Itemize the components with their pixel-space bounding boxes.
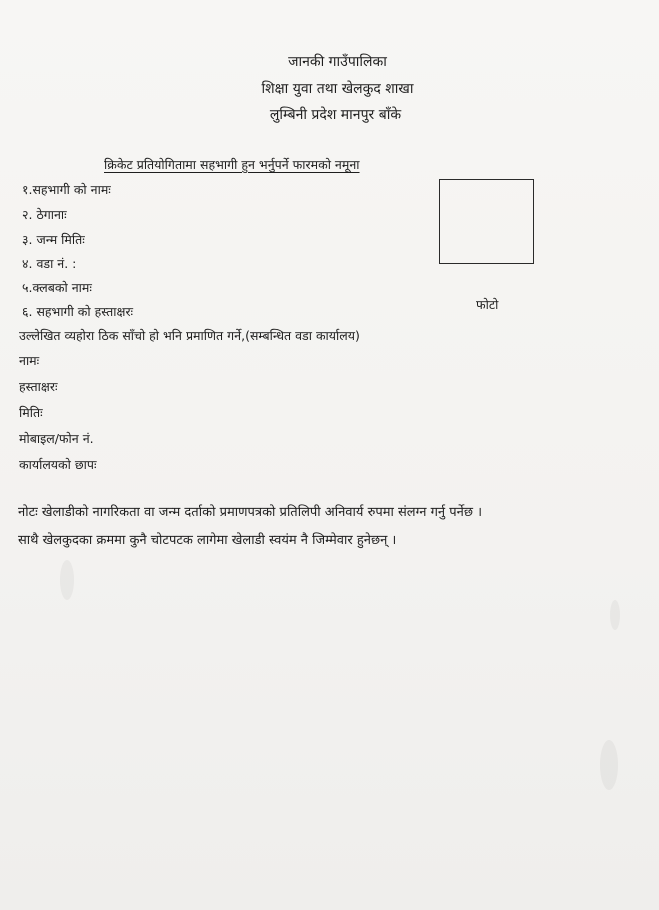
note-line-2: साथै खेलकुदका क्रममा कुनै चोटपटक लागेमा खेलाडी स्वयंम नै जिम्मेवार हुनेछन् । (18, 533, 397, 548)
office-field-signature: हस्ताक्षरः (19, 379, 58, 394)
office-field-stamp: कार्यालयको छापः (19, 457, 97, 472)
field-participant-signature: ६. सहभागी को हस्ताक्षरः (22, 304, 134, 319)
office-field-date: मितिः (19, 405, 43, 420)
field-ward-number: ४. वडा नं. : (22, 256, 77, 271)
paper-smudge (610, 600, 620, 630)
field-club-name: ५.क्लबको नामः (22, 280, 92, 295)
field-birth-date: ३. जन्म मितिः (22, 232, 85, 247)
photo-label: फोटो (476, 297, 499, 312)
paper-smudge (600, 740, 618, 790)
note-line-1: नोटः खेलाडीको नागरिकता वा जन्म दर्ताको प्रमाणपत्रको प्रतिलिपी अनिवार्य रुपमा संलग्न गर्नु पर्नेछ । (18, 505, 483, 520)
form-title: क्रिकेट प्रतियोगितामा सहभागी हुन भर्नुपर्ने फारमको नमूना (104, 157, 360, 172)
office-field-phone: मोबाइल/फोन नं. (19, 431, 94, 446)
section-name: शिक्षा युवा तथा खेलकुद शाखा (261, 81, 414, 97)
location-line: लुम्बिनी प्रदेश मानपुर बाँके (269, 107, 402, 123)
field-address: २. ठेगानाः (22, 207, 67, 222)
municipality-name: जानकी गाउँपालिका (288, 54, 387, 70)
field-participant-name: १.सहभागी को नामः (22, 182, 111, 197)
office-field-name: नामः (19, 353, 40, 368)
paper-smudge (60, 560, 74, 600)
certification-statement: उल्लेखित व्यहोरा ठिक साँचो हो भनि प्रमाणित गर्ने,(सम्बन्धित वडा कार्यालय) (19, 328, 360, 343)
photo-box (439, 179, 534, 264)
